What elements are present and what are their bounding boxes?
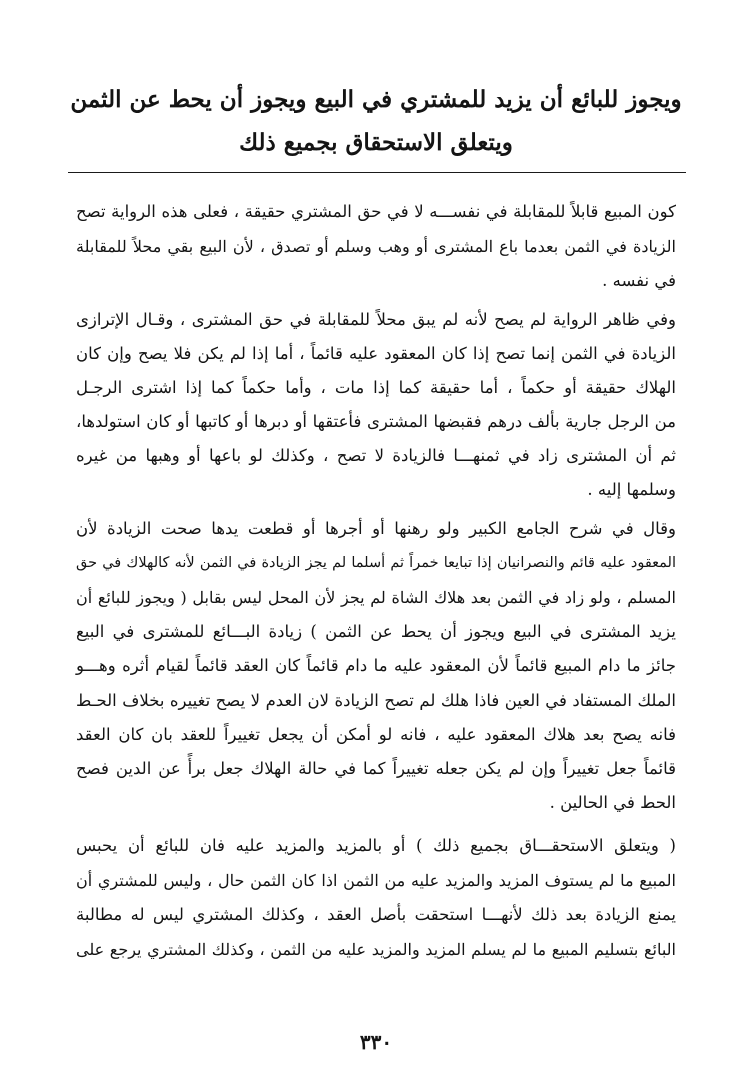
text-line: المعقود عليه قائم والنصرانيان إذا تبايعا خمراً ثم أسلما لم يجز الزيادة في الثمن لأنه كالهلاك في حق — [76, 555, 676, 571]
text-line: جائز ما دام المبيع قائماً لأن المعقود عليه ما دام قائماً كان العقد قائماً لقيام أثره وهـــو — [76, 656, 676, 675]
text-line: يمنع الزيادة بعد ذلك لأنهـــا استحقت بأصل العقد ، وكذلك المشتري ليس له مطالبة — [76, 905, 676, 924]
text-line: في نفسه . — [602, 271, 676, 290]
text-line: وفي ظاهر الرواية لم يصح لأنه لم يبق محلاً للمقابلة في حق المشترى ، وقـال الإترازى — [76, 310, 676, 329]
text-line: وقال في شرح الجامع الكبير ولو رهنها أو أجرها أو قطعت يدها صحت الزيادة لأن — [76, 519, 676, 538]
text-line: المسلم ، ولو زاد في الثمن بعد هلاك الشاة لم يجز لأن المحل ليس بقابل ( ويجوز للبائع أن — [76, 588, 676, 607]
page-number: ٣٣٠ — [359, 1030, 393, 1054]
text-line: ثم أن المشترى زاد في ثمنهـــا فالزيادة لا تصح ، وكذلك لو باعها أو وهبها من غيره — [76, 446, 676, 465]
text-line: الحط في الحالين . — [549, 793, 676, 812]
text-line: فانه يصح بعد هلاك المعقود عليه ، فانه لو أمكن أن يجعل تغييراً للعقد بان كان العقد — [76, 725, 676, 744]
text-line: يزيد المشترى في البيع ويجوز أن يحط عن الثمن ) زيادة البـــائع للمشترى في البيع — [76, 622, 676, 641]
text-line: الزيادة في الثمن إنما تصح إذا كان المعقود عليه قائماً ، أما إذا لم يكن فلا يصح وإن كان — [76, 344, 676, 363]
text-line: وسلمها إليه . — [587, 480, 676, 499]
text-line: الملك المستفاد في العين فاذا هلك لم تصح الزيادة لان العدم لا يصح تغييره بخلاف الحـط — [76, 691, 676, 710]
text-line: ( ويتعلق الاستحقـــاق بجميع ذلك ) أو بالمزيد والمزيد عليه فان للبائع أن يحبس — [76, 836, 676, 855]
text-line: قائماً جعل تغييراً وإن لم يكن جعله تغييراً كما في حالة الهلاك جعل برأً عن الدين فصح — [76, 759, 676, 778]
text-line: من الرجل جارية بألف درهم فقبضها المشترى فأعتقها أو دبرها أو كاتبها أو كان استولدها، — [76, 412, 676, 431]
text-line: كون المبيع قابلاً للمقابلة في نفســـه لا في حق المشتري حقيقة ، فعلى هذه الرواية تصح — [76, 202, 676, 221]
chapter-heading-line-2: ويتعلق الاستحقاق بجميع ذلك — [239, 129, 513, 156]
text-line: البائع بتسليم المبيع ما لم يسلم المزيد والمزيد عليه من الثمن ، وكذلك المشتري يرجع على — [76, 940, 676, 959]
text-line: المبيع ما لم يستوف المزيد والمزيد عليه من الثمن اذا كان الثمن حال ، وليس للمشتري أن — [76, 871, 676, 890]
text-line: الزيادة في الثمن بعدما باع المشترى أو وهب وسلم أو تصدق ، لأن البيع بقي محلاً للمقابلة — [76, 237, 676, 256]
text-line: الهلاك حقيقة أو حكماً ، أما حقيقة كما إذا مات ، وأما حكماً كما إذا اشترى الرجـل — [76, 378, 676, 397]
heading-divider — [68, 172, 686, 173]
chapter-heading-line-1: ويجوز للبائع أن يزيد للمشتري في البيع ويجوز أن يحط عن الثمن — [70, 86, 682, 113]
